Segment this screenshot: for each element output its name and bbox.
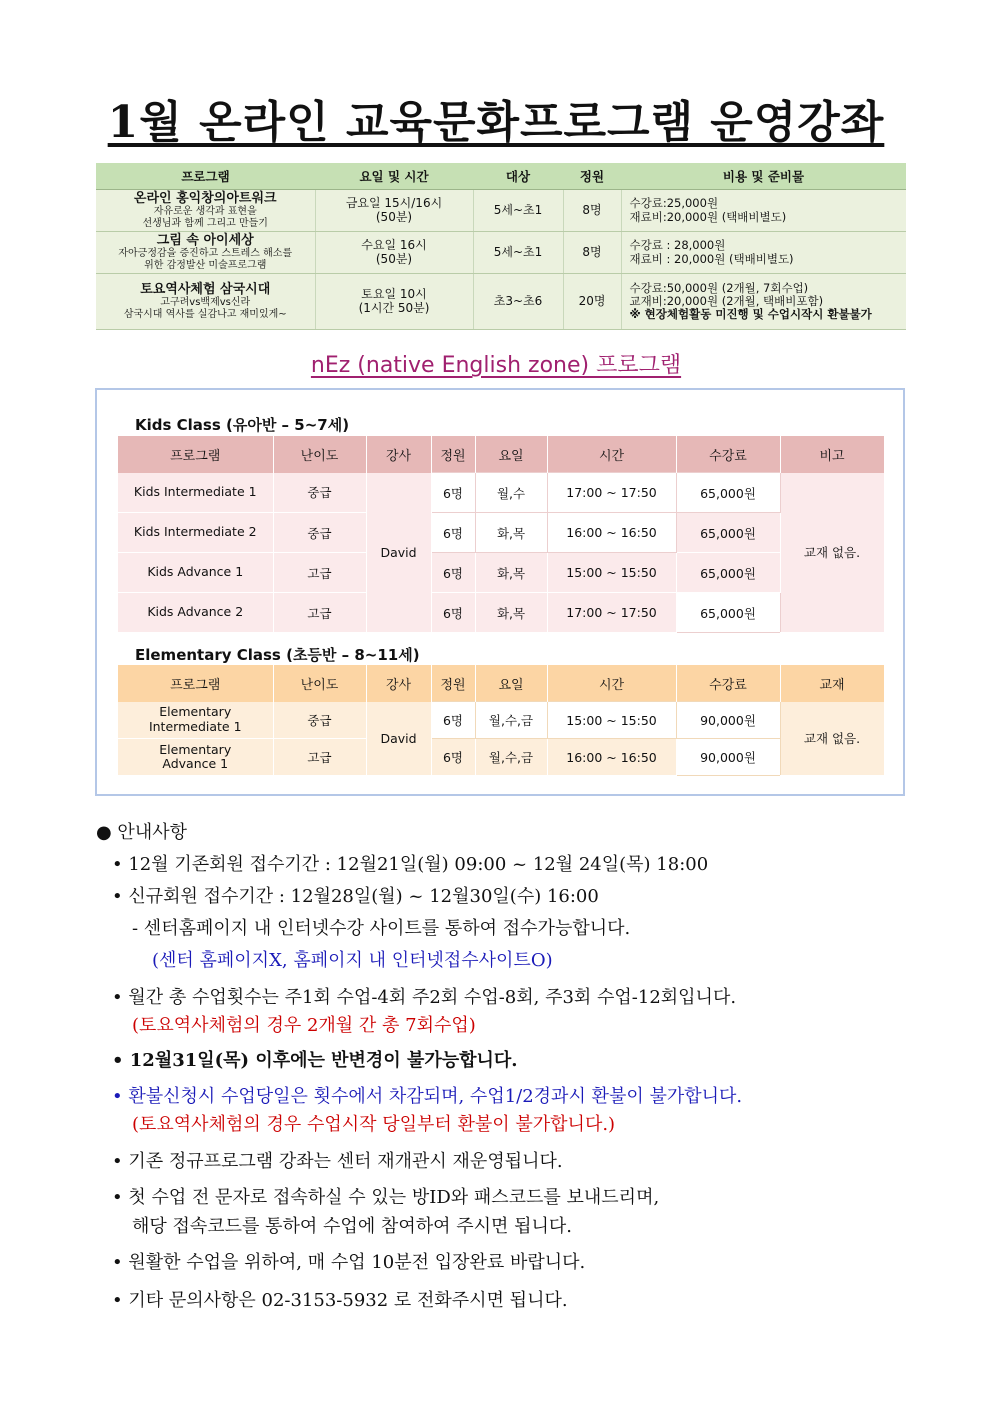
class-name: Kids Advance 1 xyxy=(118,553,273,593)
class-level: 중급 xyxy=(273,473,366,513)
program-material: 재료비 : 20,000원 (택배비별도) xyxy=(629,251,794,266)
class-time: 17:00 ~ 17:50 xyxy=(547,593,676,633)
header-days: 요일 xyxy=(475,665,547,702)
class-time: 15:00 ~ 15:50 xyxy=(547,553,676,593)
notice-item: (토요역사체험의 경우 수업시작 당일부터 환불이 불가합니다.) xyxy=(132,1114,616,1135)
table-header-row xyxy=(118,436,884,473)
kids-class-table xyxy=(118,436,885,633)
header-teacher: 강사 xyxy=(366,436,431,473)
program-cost: 수강료:50,000원 (2개월, 7회수업) xyxy=(629,280,809,295)
header-level: 난이도 xyxy=(273,665,366,702)
class-capacity: 6명 xyxy=(431,702,475,739)
page-title: 1월 온라인 교육문화프로그램 운영강좌 xyxy=(107,97,885,148)
class-capacity: 6명 xyxy=(431,553,475,593)
header-cost: 비용 및 준비물 xyxy=(621,163,906,190)
notice-item: • 첫 수업 전 문자로 접속하실 수 있는 방ID와 패스코드를 보내드리며, xyxy=(112,1187,660,1208)
header-level: 난이도 xyxy=(273,436,366,473)
program-time: 금요일 15시/16시 xyxy=(345,195,443,210)
program-target: 5세~초1 xyxy=(473,190,563,232)
program-duration: (50분) xyxy=(375,209,413,224)
program-capacity: 20명 xyxy=(563,274,621,330)
header-capacity: 정원 xyxy=(563,163,621,190)
class-level: 중급 xyxy=(273,513,366,553)
notice-item: • 12월31일(목) 이후에는 반변경이 불가능합니다. xyxy=(112,1050,518,1071)
notice-item: • 신규회원 접수기간 : 12월28일(월) ~ 12월30일(수) 16:00 xyxy=(112,886,599,907)
class-days: 화,목 xyxy=(475,513,547,553)
program-name: 그림 속 아이세상 xyxy=(156,232,254,248)
class-capacity: 6명 xyxy=(431,739,475,776)
header-time: 시간 xyxy=(547,665,676,702)
notice-item: - 센터홈페이지 내 인터넷수강 사이트를 통하여 접수가능합니다. xyxy=(132,918,631,939)
class-days: 화,목 xyxy=(475,593,547,633)
notice-item: • 기존 정규프로그램 강좌는 센터 재개관시 재운영됩니다. xyxy=(112,1151,563,1172)
table-header-row xyxy=(118,665,884,702)
class-name: Elementary xyxy=(159,741,232,757)
table-row xyxy=(118,473,884,513)
table-header-row xyxy=(96,163,906,190)
class-note: 교재 없음. xyxy=(780,473,884,633)
class-name: Kids Intermediate 1 xyxy=(118,473,273,513)
header-program: 프로그램 xyxy=(96,163,315,190)
table-row xyxy=(96,232,906,274)
class-days: 월,수,금 xyxy=(475,739,547,776)
online-program-table xyxy=(96,163,906,330)
header-teacher: 강사 xyxy=(366,665,431,702)
header-program: 프로그램 xyxy=(118,436,273,473)
class-level: 고급 xyxy=(273,593,366,633)
header-time: 시간 xyxy=(547,436,676,473)
program-desc: 자아긍정감을 증진하고 스트레스 해소를 xyxy=(118,248,293,260)
notice-item: • 월간 총 수업횟수는 주1회 수업-4회 주2회 수업-8회, 주3회 수업-12회입니다. xyxy=(112,987,737,1008)
program-target: 5세~초1 xyxy=(473,232,563,274)
class-fee: 65,000원 xyxy=(676,593,780,633)
header-target: 대상 xyxy=(473,163,563,190)
class-time: 15:00 ~ 15:50 xyxy=(547,702,676,739)
nez-title: nEz (native English zone) 프로그램 xyxy=(310,353,682,378)
program-desc: 고구려vs백제vs신라 xyxy=(160,297,251,309)
program-desc: 선생님과 함께 그리고 만들기 xyxy=(142,217,268,229)
class-time: 17:00 ~ 17:50 xyxy=(547,473,676,513)
class-fee: 65,000원 xyxy=(676,553,780,593)
header-fee: 수강료 xyxy=(676,436,780,473)
program-duration: (1시간 50분) xyxy=(358,300,430,315)
table-row xyxy=(118,593,884,633)
table-row xyxy=(118,702,884,739)
class-level: 고급 xyxy=(273,553,366,593)
program-desc: 위한 감정발산 미술프로그램 xyxy=(144,259,267,271)
class-level: 중급 xyxy=(273,702,366,739)
notice-item: 해당 접속코드를 통하여 수업에 참여하여 주시면 됩니다. xyxy=(132,1216,572,1237)
class-days: 화,목 xyxy=(475,553,547,593)
class-name-level: Intermediate 1 xyxy=(148,718,242,734)
class-days: 월,수 xyxy=(475,473,547,513)
class-fee: 65,000원 xyxy=(676,513,780,553)
class-teacher: David xyxy=(366,702,431,776)
class-capacity: 6명 xyxy=(431,513,475,553)
program-name: 온라인 홍익창의아트워크 xyxy=(133,190,277,206)
elementary-class-table xyxy=(118,665,885,776)
program-capacity: 8명 xyxy=(563,190,621,232)
class-name-level: Advance 1 xyxy=(162,756,229,771)
notice-heading: ● 안내사항 xyxy=(96,822,187,843)
table-row xyxy=(118,739,884,776)
notice-item: • 12월 기존회원 접수기간 : 12월21일(월) 09:00 ~ 12월 24일(목) 18:00 xyxy=(112,854,709,875)
elementary-class-title: Elementary Class (초등반 – 8~11세) xyxy=(135,646,420,664)
program-desc: 삼국시대 역사를 실감나고 재미있게~ xyxy=(123,308,287,320)
header-note: 비고 xyxy=(780,436,884,473)
program-duration: (50분) xyxy=(375,251,413,266)
header-program: 프로그램 xyxy=(118,665,273,702)
program-material: 교재비:20,000원 (2개월, 택배비포함) xyxy=(629,293,824,308)
table-row xyxy=(96,190,906,232)
program-name: 토요역사체험 삼국시대 xyxy=(140,281,271,297)
program-cost: 수강료 : 28,000원 xyxy=(629,238,726,253)
class-fee: 65,000원 xyxy=(676,473,780,513)
notice-item: • 원활한 수업을 위하여, 매 수업 10분전 입장완료 바랍니다. xyxy=(112,1252,586,1273)
program-time: 수요일 16시 xyxy=(361,237,427,252)
header-days: 요일 xyxy=(475,436,547,473)
class-capacity: 6명 xyxy=(431,593,475,633)
notice-item: • 기타 문의사항은 02-3153-5932 로 전화주시면 됩니다. xyxy=(112,1290,568,1311)
program-target: 초3~초6 xyxy=(473,274,563,330)
notice-item: (센터 홈페이지X, 홈페이지 내 인터넷접수사이트O) xyxy=(152,950,553,971)
kids-class-title: Kids Class (유아반 – 5~7세) xyxy=(135,416,350,434)
program-desc: 자유로운 생각과 표현을 xyxy=(153,206,257,218)
notice-item: • 환불신청시 수업당일은 횟수에서 차감되며, 수업1/2경과시 환불이 불가합니다. xyxy=(112,1086,743,1107)
class-teacher: David xyxy=(366,473,431,633)
header-textbook: 교재 xyxy=(780,665,884,702)
class-days: 월,수,금 xyxy=(475,702,547,739)
class-name: Kids Advance 2 xyxy=(118,593,273,633)
program-material: 재료비:20,000원 (택배비별도) xyxy=(629,209,787,224)
class-fee: 90,000원 xyxy=(676,739,780,776)
table-row xyxy=(118,513,884,553)
header-time: 요일 및 시간 xyxy=(315,163,473,190)
class-time: 16:00 ~ 16:50 xyxy=(547,513,676,553)
class-name: Elementary xyxy=(159,704,232,720)
class-fee: 90,000원 xyxy=(676,702,780,739)
header-capacity: 정원 xyxy=(431,436,475,473)
class-capacity: 6명 xyxy=(431,473,475,513)
notice-item: (토요역사체험의 경우 2개월 간 총 7회수업) xyxy=(132,1015,476,1036)
refund-note: ※ 현장체험활동 미진행 및 수업시작시 환불불가 xyxy=(629,307,872,322)
program-cost: 수강료:25,000원 xyxy=(629,196,719,211)
program-time: 토요일 10시 xyxy=(361,286,427,301)
header-capacity: 정원 xyxy=(431,665,475,702)
program-capacity: 8명 xyxy=(563,232,621,274)
class-textbook: 교재 없음. xyxy=(780,702,884,776)
class-time: 16:00 ~ 16:50 xyxy=(547,739,676,776)
table-row xyxy=(96,274,906,330)
table-row xyxy=(118,553,884,593)
class-name: Kids Intermediate 2 xyxy=(118,513,273,553)
class-level: 고급 xyxy=(273,739,366,776)
header-fee: 수강료 xyxy=(676,665,780,702)
